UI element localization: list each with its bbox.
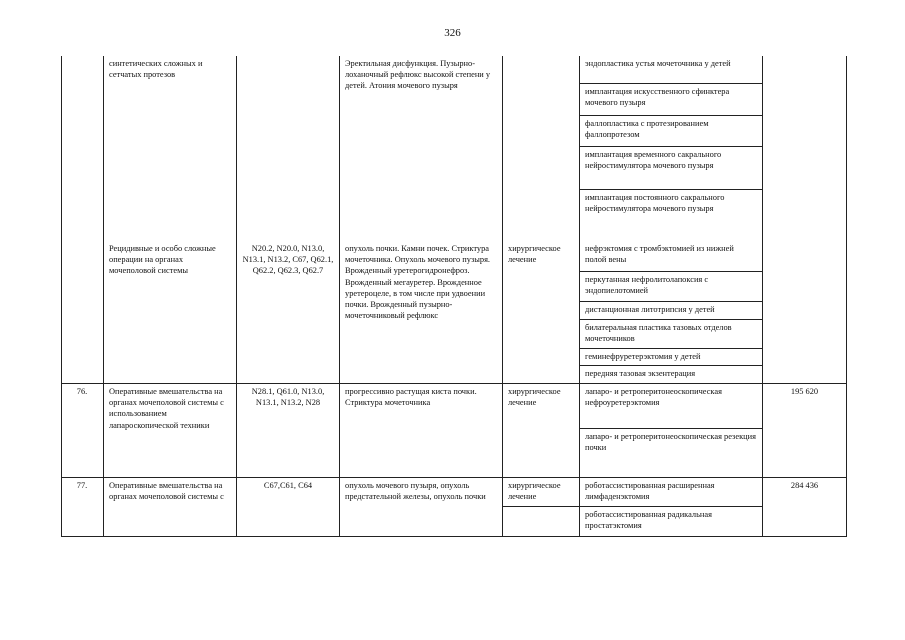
cell-codes: N20.2, N20.0, N13.0, N13.1, N13.2, C67, Q62.1, Q62.2, Q62.3, Q62.7 [242, 244, 334, 276]
table-rule [502, 56, 503, 537]
table-rule [579, 428, 763, 429]
cell-diagnosis: опухоль почки. Камни почек. Стриктура мочеточника. Опухоль мочевого пузыря. Врожденный уретерогидронефроз. Врожденный мегауретер. Врожденное уретероцеле, в том числе при удвоении почки. Врожденный пузырно-мочеточниковый рефлюкс [345, 244, 491, 321]
cell-method: передняя тазовая экзентерация [585, 369, 696, 378]
cell-treatment: хирургическое лечение [508, 481, 561, 502]
cell-codes: C67,C61, C64 [263, 481, 313, 490]
table-rule [579, 83, 763, 84]
table-rule [61, 477, 846, 478]
table-rule [61, 536, 846, 537]
cell-method: дистанционная литотрипсия у детей [585, 305, 715, 314]
cell-method: перкутанная нефролитолапоксия с эндопиелотомией [585, 275, 709, 296]
table-rule [503, 506, 763, 507]
table-rule [579, 301, 763, 302]
cell-group: Оперативные вмешательства на органах мочеполовой системы с использованием лапароскопической техники [109, 387, 224, 430]
cell-diagnosis: опухоль мочевого пузыря, опухоль предстательной железы, опухоль почки [345, 481, 486, 502]
cell-group: Рецидивные и особо сложные операции на органах мочеполовой системы [109, 244, 216, 276]
cell-group: Оперативные вмешательства на органах мочеполовой системы с [109, 481, 224, 502]
cell-method: роботассистированная расширенная лимфаденэктомия [585, 481, 715, 502]
page-number: 326 [444, 27, 461, 39]
cell-method: билатеральная пластика тазовых отделов мочеточников [585, 323, 732, 344]
cell-group: синтетических сложных и сетчатых протезов [109, 59, 203, 80]
table-rule [579, 56, 580, 537]
table-rule [762, 56, 763, 537]
table-rule [579, 146, 763, 147]
cell-cost: 284 436 [790, 481, 819, 490]
table-rule [61, 383, 846, 384]
table-rule [579, 115, 763, 116]
cell-number: 77. [76, 481, 88, 490]
cell-treatment: хирургическое лечение [508, 387, 561, 408]
cell-method: нефрэктомия с тромбэктомией из нижней полой вены [585, 244, 734, 265]
table-rule [103, 56, 104, 537]
cell-treatment: хирургическое лечение [508, 244, 561, 265]
cell-method: имплантация искусственного сфинктера мочевого пузыря [585, 87, 730, 108]
table-rule [579, 319, 763, 320]
cell-cost: 195 620 [790, 387, 819, 396]
cell-method: роботассистированная радикальная простатэктомия [585, 510, 712, 531]
cell-method: имплантация постоянного сакрального нейростимулятора мочевого пузыря [585, 193, 725, 214]
cell-method: лапаро- и ретроперитонеоскопическая резекция почки [585, 432, 756, 453]
table-rule [579, 189, 763, 190]
cell-number: 76. [76, 387, 88, 396]
table-rule [579, 348, 763, 349]
cell-method: геминефруретерэктомия у детей [585, 352, 701, 361]
table-rule [846, 56, 847, 537]
cell-codes: N28.1, Q61.0, N13.0, N13.1, N13.2, N28 [251, 387, 325, 408]
cell-method: фаллопластика с протезированием фаллопротезом [585, 119, 709, 140]
table-rule [579, 271, 763, 272]
cell-method: эндопластика устья мочеточника у детей [585, 59, 731, 68]
cell-diagnosis: прогрессивно растущая киста почки. Стриктура мочеточника [345, 387, 477, 408]
table-rule [579, 365, 763, 366]
table-rule [61, 56, 62, 537]
table-rule [339, 56, 340, 537]
cell-diagnosis: Эректильная дисфункция. Пузырно-лоханочный рефлюкс высокой степени у детей. Атония мочевого пузыря [345, 59, 491, 91]
cell-method: имплантация временного сакрального нейростимулятора мочевого пузыря [585, 150, 722, 171]
cell-method: лапаро- и ретроперитонеоскопическая нефроуретерэктомия [585, 387, 722, 408]
table-rule [236, 56, 237, 537]
